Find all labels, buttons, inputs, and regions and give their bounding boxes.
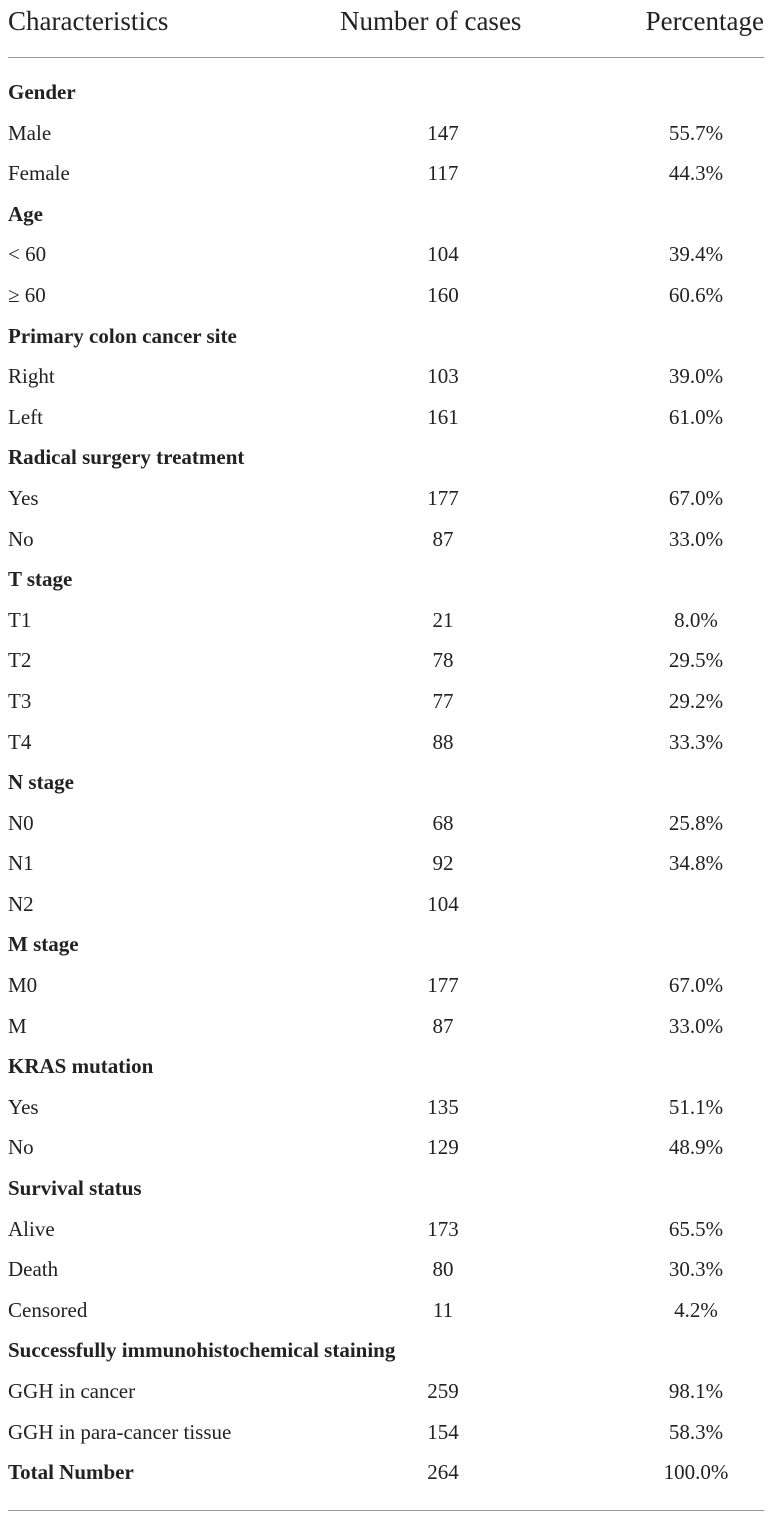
table-row — [0, 843, 772, 884]
row-label: T4 — [8, 729, 32, 754]
section-label: Gender — [8, 80, 76, 104]
case-count: 177 — [427, 973, 459, 998]
row-label: T2 — [8, 648, 32, 673]
section-label: N stage — [8, 770, 74, 795]
row-label: Yes — [8, 485, 39, 510]
percentage-value: 51.1% — [668, 1094, 724, 1119]
section-label: KRAS mutation — [8, 1054, 154, 1079]
header-percentage: Percentage — [645, 6, 764, 36]
row-label: Female — [8, 161, 70, 186]
row-label: GGH in para-cancer tissue — [8, 1419, 232, 1444]
case-count: 264 — [427, 1460, 459, 1485]
percentage-value: 58.3% — [668, 1419, 724, 1444]
case-count: 80 — [432, 1257, 454, 1282]
case-count: 117 — [427, 161, 459, 186]
case-count: 92 — [432, 851, 454, 876]
table-row — [0, 1290, 772, 1331]
row-label: GGH in cancer — [8, 1379, 136, 1403]
percentage-value: 34.8% — [668, 851, 724, 876]
table-body — [0, 72, 772, 1493]
section-label: Primary colon cancer site — [8, 323, 237, 348]
case-count: 129 — [427, 1135, 459, 1160]
percentage-value: 44.3% — [668, 161, 724, 186]
case-count: 135 — [427, 1094, 459, 1119]
row-label: N0 — [8, 810, 34, 835]
total-row — [0, 1452, 772, 1493]
percentage-value: 25.8% — [668, 810, 724, 835]
case-count: 177 — [427, 485, 459, 510]
percentage-value: 29.2% — [668, 688, 724, 713]
table-row — [0, 519, 772, 560]
percentage-value: 29.5% — [668, 648, 724, 673]
percentage-value: 67.0% — [668, 485, 724, 510]
row-label: Male — [8, 120, 52, 145]
table-row — [0, 1412, 772, 1453]
section-label: T stage — [8, 567, 73, 592]
row-label: No — [8, 526, 34, 551]
row-label: Death — [8, 1257, 59, 1282]
section-header-row — [0, 924, 772, 965]
percentage-value: 60.6% — [668, 282, 724, 307]
section-header-row — [0, 316, 772, 357]
case-count: 21 — [432, 607, 454, 632]
row-label: No — [8, 1135, 34, 1160]
section-label: Age — [8, 201, 43, 226]
section-label: Survival status — [8, 1176, 142, 1201]
table-row — [0, 1371, 772, 1412]
case-count: 147 — [427, 120, 459, 145]
row-label: Total Number — [8, 1460, 134, 1485]
percentage-value: 61.0% — [668, 404, 724, 429]
bottom-rule — [8, 1510, 764, 1511]
table-row — [0, 600, 772, 641]
percentage-value: 65.5% — [668, 1216, 724, 1241]
table-row — [0, 1249, 772, 1290]
case-count: 87 — [432, 1013, 454, 1038]
table-row — [0, 275, 772, 316]
table-row — [0, 113, 772, 154]
section-header-row — [0, 437, 772, 478]
percentage-value: 55.7% — [668, 120, 724, 145]
row-label: Yes — [8, 1094, 39, 1119]
percentage-value: 67.0% — [668, 973, 724, 998]
section-header-row — [0, 72, 772, 113]
percentage-value: 39.4% — [668, 242, 724, 267]
percentage-value: 4.2% — [674, 1297, 718, 1322]
row-label: ≥ 60 — [8, 282, 46, 307]
case-count: 78 — [432, 648, 454, 673]
table-row — [0, 478, 772, 519]
case-count: 160 — [427, 282, 459, 307]
case-count: 88 — [432, 729, 454, 754]
percentage-value: 98.1% — [668, 1379, 724, 1403]
table-row — [0, 640, 772, 681]
table-header — [0, 0, 772, 50]
case-count: 173 — [427, 1216, 459, 1241]
case-count: 259 — [427, 1379, 459, 1403]
case-count: 103 — [427, 364, 459, 389]
section-label: Successfully immunohistochemical staining — [8, 1338, 396, 1363]
case-count: 11 — [432, 1297, 454, 1322]
percentage-value: 33.3% — [668, 729, 724, 754]
row-label: Right — [8, 364, 55, 389]
row-label: M0 — [8, 973, 38, 998]
row-label: N2 — [8, 891, 34, 916]
section-header-row — [0, 194, 772, 235]
section-header-row — [0, 559, 772, 600]
case-count: 154 — [427, 1419, 459, 1444]
section-header-row — [0, 762, 772, 803]
table-row — [0, 884, 772, 925]
row-label: T1 — [8, 607, 32, 632]
table-row — [0, 965, 772, 1006]
row-label: M — [8, 1013, 27, 1038]
section-header-row — [0, 1168, 772, 1209]
top-rule — [8, 57, 764, 58]
case-count: 104 — [427, 242, 459, 267]
table-row — [0, 234, 772, 275]
case-count: 87 — [432, 526, 454, 551]
percentage-value: 8.0% — [674, 607, 718, 632]
table-row — [0, 356, 772, 397]
row-label: < 60 — [8, 242, 47, 267]
percentage-value: 30.3% — [668, 1257, 724, 1282]
case-count: 68 — [432, 810, 454, 835]
table-row — [0, 397, 772, 438]
section-header-row — [0, 1330, 772, 1371]
table-row — [0, 681, 772, 722]
percentage-value: 33.0% — [668, 1013, 724, 1038]
table-row — [0, 153, 772, 194]
section-label: M stage — [8, 932, 79, 957]
case-count: 161 — [427, 404, 459, 429]
percentage-value: 33.0% — [668, 526, 724, 551]
table-row — [0, 1006, 772, 1047]
row-label: Censored — [8, 1297, 88, 1322]
header-number-of-cases: Number of cases — [340, 6, 522, 36]
row-label: Left — [8, 404, 43, 429]
table-row — [0, 1127, 772, 1168]
table-row — [0, 722, 772, 763]
case-count: 77 — [432, 688, 454, 713]
row-label: T3 — [8, 688, 32, 713]
row-label: N1 — [8, 851, 34, 876]
percentage-value: 39.0% — [668, 364, 724, 389]
table-row — [0, 803, 772, 844]
case-count: 104 — [427, 891, 459, 916]
percentage-value: 48.9% — [668, 1135, 724, 1160]
header-characteristics: Characteristics — [8, 6, 169, 36]
table-row — [0, 1209, 772, 1250]
row-label: Alive — [8, 1216, 55, 1241]
table-row — [0, 1087, 772, 1128]
percentage-value: 100.0% — [663, 1460, 729, 1485]
section-header-row — [0, 1046, 772, 1087]
section-label: Radical surgery treatment — [8, 445, 245, 470]
